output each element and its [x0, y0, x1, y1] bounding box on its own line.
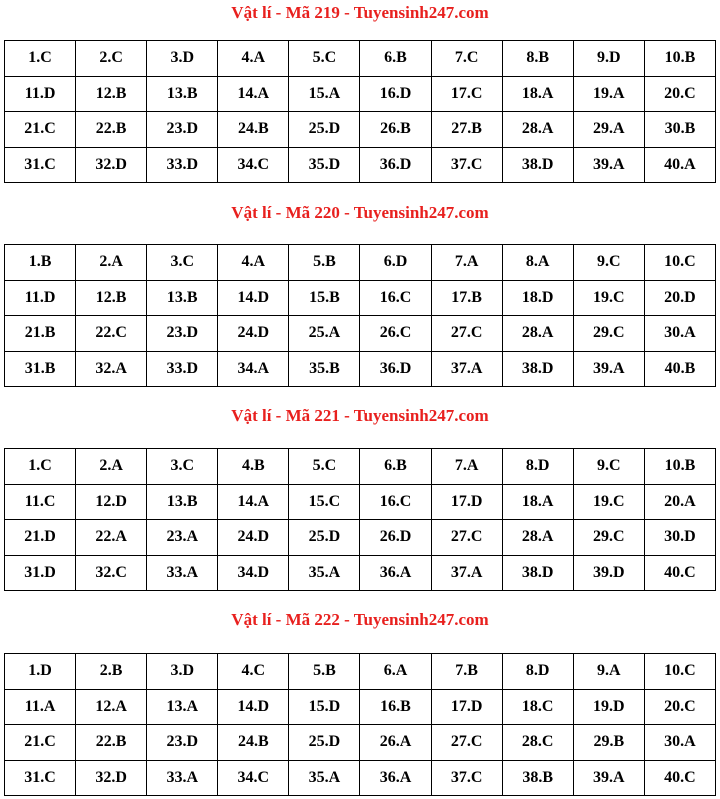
- answer-cell: 37.C: [431, 147, 502, 183]
- answer-row: [5, 654, 716, 690]
- answer-cell: 2.C: [76, 41, 147, 77]
- answer-cell: 19.C: [573, 484, 644, 520]
- answer-cell: 25.D: [289, 725, 360, 761]
- answer-cell: 38.D: [502, 555, 573, 591]
- answer-cell: 32.C: [76, 555, 147, 591]
- answer-cell: 7.A: [431, 449, 502, 485]
- answer-cell: 13.B: [147, 76, 218, 112]
- answer-cell: 4.C: [218, 654, 289, 690]
- answer-cell: 10.C: [644, 245, 715, 281]
- answer-cell: 35.A: [289, 555, 360, 591]
- answer-cell: 27.C: [431, 316, 502, 352]
- answer-cell: 33.A: [147, 555, 218, 591]
- section-title: Vật lí - Mã 222 - Tuyensinh247.com: [231, 610, 489, 629]
- answer-cell: 35.B: [289, 351, 360, 387]
- section-title: Vật lí - Mã 219 - Tuyensinh247.com: [231, 3, 489, 22]
- answer-cell: 31.C: [5, 147, 76, 183]
- answer-cell: 23.D: [147, 112, 218, 148]
- answer-cell: 2.A: [76, 449, 147, 485]
- answer-cell: 40.C: [644, 555, 715, 591]
- answer-cell: 22.B: [76, 725, 147, 761]
- answer-cell: 29.C: [573, 316, 644, 352]
- answer-cell: 8.D: [502, 449, 573, 485]
- answer-row: [5, 689, 716, 725]
- answer-cell: 17.B: [431, 280, 502, 316]
- answer-cell: 39.A: [573, 760, 644, 796]
- answer-cell: 7.B: [431, 654, 502, 690]
- answer-cell: 36.A: [360, 555, 431, 591]
- answer-cell: 18.D: [502, 280, 573, 316]
- answer-cell: 15.B: [289, 280, 360, 316]
- answer-cell: 8.B: [502, 41, 573, 77]
- answer-cell: 21.C: [5, 112, 76, 148]
- answer-cell: 26.C: [360, 316, 431, 352]
- answer-row: [5, 449, 716, 485]
- answer-cell: 17.D: [431, 689, 502, 725]
- answer-cell: 19.C: [573, 280, 644, 316]
- answer-cell: 13.B: [147, 484, 218, 520]
- answer-cell: 13.B: [147, 280, 218, 316]
- answer-cell: 38.D: [502, 351, 573, 387]
- answer-cell: 3.C: [147, 245, 218, 281]
- answer-cell: 31.C: [5, 760, 76, 796]
- answer-cell: 32.D: [76, 760, 147, 796]
- answer-cell: 32.D: [76, 147, 147, 183]
- answer-cell: 26.A: [360, 725, 431, 761]
- answer-cell: 1.D: [5, 654, 76, 690]
- answer-row: [5, 76, 716, 112]
- answer-cell: 5.C: [289, 449, 360, 485]
- answer-cell: 27.B: [431, 112, 502, 148]
- answer-cell: 11.D: [5, 76, 76, 112]
- answer-cell: 16.D: [360, 76, 431, 112]
- answer-cell: 23.A: [147, 520, 218, 556]
- answer-table: [4, 40, 716, 183]
- answer-cell: 14.D: [218, 280, 289, 316]
- answer-cell: 40.B: [644, 351, 715, 387]
- answer-row: [5, 351, 716, 387]
- answer-cell: 19.A: [573, 76, 644, 112]
- answer-cell: 31.B: [5, 351, 76, 387]
- answer-cell: 15.C: [289, 484, 360, 520]
- answer-cell: 24.D: [218, 316, 289, 352]
- answer-cell: 24.B: [218, 725, 289, 761]
- answer-cell: 39.A: [573, 147, 644, 183]
- answer-row: [5, 760, 716, 796]
- answer-cell: 22.A: [76, 520, 147, 556]
- answer-cell: 3.C: [147, 449, 218, 485]
- answer-cell: 6.B: [360, 41, 431, 77]
- answer-cell: 37.C: [431, 760, 502, 796]
- answer-cell: 29.C: [573, 520, 644, 556]
- answer-cell: 30.A: [644, 316, 715, 352]
- answer-row: [5, 112, 716, 148]
- answer-cell: 36.A: [360, 760, 431, 796]
- answer-cell: 13.A: [147, 689, 218, 725]
- answer-cell: 34.C: [218, 760, 289, 796]
- answer-cell: 9.C: [573, 449, 644, 485]
- answer-cell: 18.C: [502, 689, 573, 725]
- answer-cell: 4.B: [218, 449, 289, 485]
- answer-row: [5, 147, 716, 183]
- answer-cell: 17.D: [431, 484, 502, 520]
- section-title: Vật lí - Mã 220 - Tuyensinh247.com: [231, 203, 489, 222]
- answer-cell: 39.D: [573, 555, 644, 591]
- answer-cell: 12.B: [76, 280, 147, 316]
- answer-cell: 2.A: [76, 245, 147, 281]
- answer-cell: 32.A: [76, 351, 147, 387]
- answer-cell: 25.D: [289, 112, 360, 148]
- answer-cell: 6.D: [360, 245, 431, 281]
- answer-cell: 24.D: [218, 520, 289, 556]
- answer-cell: 30.B: [644, 112, 715, 148]
- answer-cell: 20.C: [644, 76, 715, 112]
- answer-cell: 1.B: [5, 245, 76, 281]
- answer-cell: 10.C: [644, 654, 715, 690]
- answer-cell: 37.A: [431, 351, 502, 387]
- answer-table: [4, 653, 716, 796]
- answer-cell: 17.C: [431, 76, 502, 112]
- answer-cell: 20.C: [644, 689, 715, 725]
- answer-cell: 21.D: [5, 520, 76, 556]
- answer-cell: 26.D: [360, 520, 431, 556]
- answer-cell: 22.C: [76, 316, 147, 352]
- answer-cell: 8.A: [502, 245, 573, 281]
- answer-cell: 14.D: [218, 689, 289, 725]
- answer-cell: 8.D: [502, 654, 573, 690]
- answer-cell: 24.B: [218, 112, 289, 148]
- answer-table: [4, 244, 716, 387]
- answer-cell: 12.B: [76, 76, 147, 112]
- answer-cell: 14.A: [218, 484, 289, 520]
- answer-row: [5, 316, 716, 352]
- answer-cell: 34.D: [218, 555, 289, 591]
- answer-cell: 3.D: [147, 654, 218, 690]
- answer-cell: 33.A: [147, 760, 218, 796]
- answer-cell: 1.C: [5, 449, 76, 485]
- answer-cell: 6.B: [360, 449, 431, 485]
- answer-cell: 37.A: [431, 555, 502, 591]
- answer-cell: 31.D: [5, 555, 76, 591]
- answer-cell: 14.A: [218, 76, 289, 112]
- answer-cell: 9.D: [573, 41, 644, 77]
- answer-cell: 16.B: [360, 689, 431, 725]
- answer-row: [5, 484, 716, 520]
- answer-cell: 18.A: [502, 484, 573, 520]
- answer-cell: 30.A: [644, 725, 715, 761]
- answer-row: [5, 725, 716, 761]
- answer-cell: 4.A: [218, 41, 289, 77]
- answer-cell: 38.B: [502, 760, 573, 796]
- answer-cell: 25.D: [289, 520, 360, 556]
- answer-cell: 40.A: [644, 147, 715, 183]
- answer-cell: 7.C: [431, 41, 502, 77]
- answer-cell: 7.A: [431, 245, 502, 281]
- answer-cell: 9.C: [573, 245, 644, 281]
- answer-cell: 5.B: [289, 245, 360, 281]
- answer-cell: 16.C: [360, 280, 431, 316]
- answer-cell: 40.C: [644, 760, 715, 796]
- answer-cell: 34.C: [218, 147, 289, 183]
- answer-cell: 11.A: [5, 689, 76, 725]
- answer-row: [5, 555, 716, 591]
- answer-cell: 10.B: [644, 449, 715, 485]
- answer-cell: 3.D: [147, 41, 218, 77]
- answer-row: [5, 245, 716, 281]
- answer-row: [5, 280, 716, 316]
- answer-cell: 4.A: [218, 245, 289, 281]
- answer-cell: 27.C: [431, 520, 502, 556]
- answer-cell: 35.D: [289, 147, 360, 183]
- answer-cell: 2.B: [76, 654, 147, 690]
- section-title: Vật lí - Mã 221 - Tuyensinh247.com: [231, 406, 489, 425]
- answer-cell: 34.A: [218, 351, 289, 387]
- answer-cell: 11.D: [5, 280, 76, 316]
- answer-table: [4, 448, 716, 591]
- answer-cell: 19.D: [573, 689, 644, 725]
- answer-cell: 36.D: [360, 147, 431, 183]
- answer-cell: 26.B: [360, 112, 431, 148]
- answer-cell: 30.D: [644, 520, 715, 556]
- answer-cell: 39.A: [573, 351, 644, 387]
- answer-cell: 28.A: [502, 112, 573, 148]
- answer-cell: 29.B: [573, 725, 644, 761]
- answer-cell: 12.D: [76, 484, 147, 520]
- answer-cell: 15.A: [289, 76, 360, 112]
- answer-cell: 23.D: [147, 725, 218, 761]
- answer-cell: 21.B: [5, 316, 76, 352]
- answer-cell: 1.C: [5, 41, 76, 77]
- answer-cell: 36.D: [360, 351, 431, 387]
- answer-cell: 9.A: [573, 654, 644, 690]
- answer-cell: 25.A: [289, 316, 360, 352]
- answer-cell: 28.A: [502, 520, 573, 556]
- answer-cell: 38.D: [502, 147, 573, 183]
- answer-cell: 12.A: [76, 689, 147, 725]
- answer-cell: 5.C: [289, 41, 360, 77]
- answer-row: [5, 520, 716, 556]
- answer-cell: 29.A: [573, 112, 644, 148]
- answer-cell: 5.B: [289, 654, 360, 690]
- answer-cell: 10.B: [644, 41, 715, 77]
- answer-cell: 35.A: [289, 760, 360, 796]
- answer-cell: 23.D: [147, 316, 218, 352]
- answer-cell: 20.A: [644, 484, 715, 520]
- answer-cell: 27.C: [431, 725, 502, 761]
- answer-cell: 28.C: [502, 725, 573, 761]
- answer-cell: 16.C: [360, 484, 431, 520]
- answer-cell: 15.D: [289, 689, 360, 725]
- answer-cell: 33.D: [147, 351, 218, 387]
- answer-cell: 18.A: [502, 76, 573, 112]
- answer-cell: 21.C: [5, 725, 76, 761]
- answer-cell: 11.C: [5, 484, 76, 520]
- answer-cell: 20.D: [644, 280, 715, 316]
- answer-cell: 28.A: [502, 316, 573, 352]
- answer-row: [5, 41, 716, 77]
- answer-cell: 33.D: [147, 147, 218, 183]
- answer-cell: 6.A: [360, 654, 431, 690]
- answer-cell: 22.B: [76, 112, 147, 148]
